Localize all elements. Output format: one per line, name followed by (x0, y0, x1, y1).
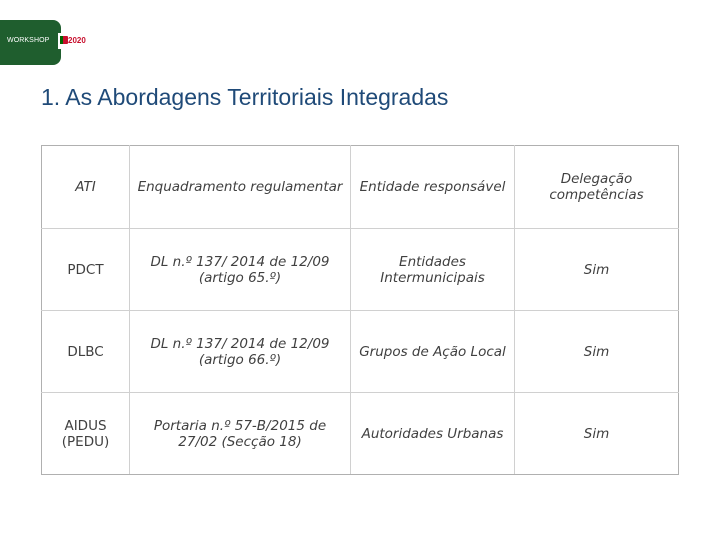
ati-table (41, 145, 679, 475)
cell-enquadramento: DL n.º 137/ 2014 de 12/09 (artigo 65.º) (130, 229, 351, 311)
cell-ati: AIDUS (PEDU) (42, 393, 130, 475)
cell-entidade: Entidades Intermunicipais (351, 229, 515, 311)
cell-ati: PDCT (42, 229, 130, 311)
cell-delegacao: Sim (515, 393, 679, 475)
header-cell-entidade: Entidade responsável (351, 146, 515, 229)
logo-text: WORKSHOP (7, 37, 50, 44)
table-row (42, 311, 679, 393)
cell-delegacao: Sim (515, 311, 679, 393)
cell-delegacao: Sim (515, 229, 679, 311)
header-cell-enquadramento: Enquadramento regulamentar (130, 146, 351, 229)
portugal-flag-green-icon (60, 36, 63, 44)
logo-year: 2020 (68, 36, 86, 45)
cell-entidade: Grupos de Ação Local (351, 311, 515, 393)
cell-ati: DLBC (42, 311, 130, 393)
table-row (42, 393, 679, 475)
cell-enquadramento: DL n.º 137/ 2014 de 12/09 (artigo 66.º) (130, 311, 351, 393)
table-header-row (42, 146, 679, 229)
table-row (42, 229, 679, 311)
header-cell-ati: ATI (42, 146, 130, 229)
header-cell-delegacao: Delegação competências (515, 146, 679, 229)
cell-enquadramento: Portaria n.º 57-B/2015 de 27/02 (Secção 18) (130, 393, 351, 475)
cell-entidade: Autoridades Urbanas (351, 393, 515, 475)
slide-title: 1. As Abordagens Territoriais Integradas (41, 84, 449, 110)
